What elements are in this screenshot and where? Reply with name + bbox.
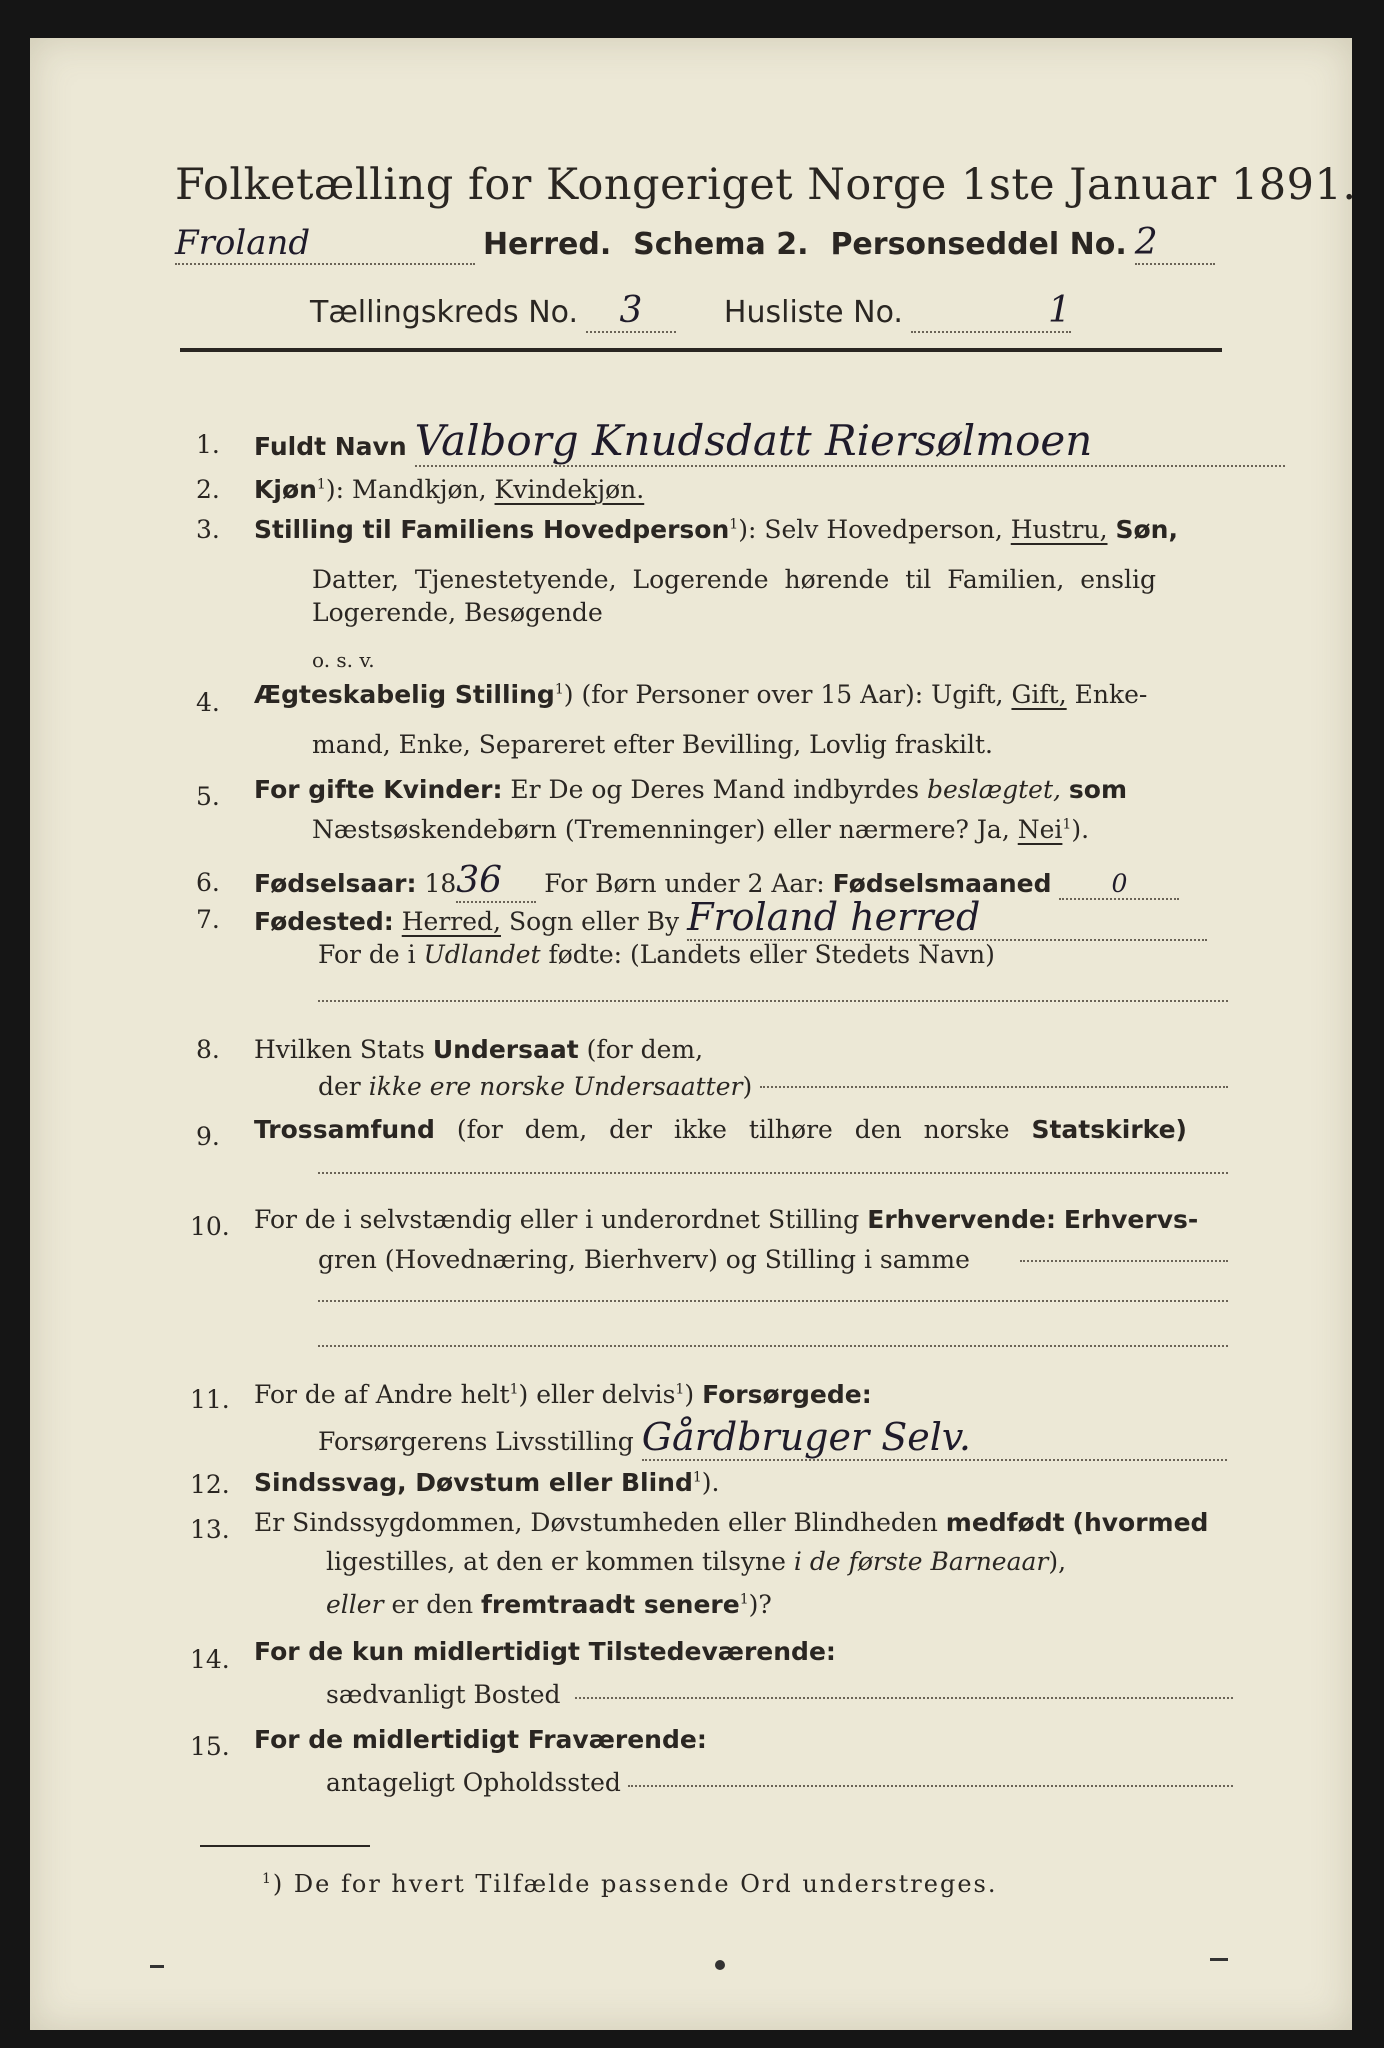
q6-value: 36 bbox=[456, 860, 536, 903]
q3-line4: o. s. v. bbox=[312, 648, 375, 672]
q9-text: (for dem, der ikke tilhøre den norske bbox=[456, 1115, 1010, 1144]
q13-line2-italic: i de første Barneaar bbox=[793, 1547, 1049, 1576]
q15-label: For de midlertidigt Fraværende: bbox=[254, 1725, 707, 1754]
q6-value2: 0 bbox=[1059, 869, 1179, 900]
q7-text: Sogn eller By bbox=[508, 907, 680, 936]
q14-label: For de kun midlertidigt Tilstedeværende: bbox=[254, 1637, 836, 1666]
q13-line2-row bbox=[326, 1547, 1066, 1576]
q7-row bbox=[254, 895, 1207, 941]
q7-label: Fødested: bbox=[254, 907, 394, 936]
q5-italic: beslægtet, bbox=[927, 775, 1061, 804]
q13-row bbox=[254, 1508, 1208, 1537]
paper-mark-right bbox=[1210, 1958, 1228, 1961]
q7-line2-italic: Udlandet bbox=[423, 940, 541, 969]
q5-line2-row bbox=[312, 815, 1089, 844]
q11-line2: Forsørgerens Livsstilling bbox=[318, 1427, 634, 1456]
q7-selected: Herred, bbox=[401, 907, 501, 936]
q2-row bbox=[254, 475, 644, 504]
q8-text: Hvilken Stats bbox=[254, 1035, 425, 1064]
q13-number: 13. bbox=[190, 1515, 230, 1544]
q13-line3-italic: eller bbox=[326, 1590, 384, 1619]
q3-selected: Hustru, bbox=[1010, 515, 1108, 544]
q6-label: Fødselsaar: bbox=[254, 869, 417, 898]
q13-line2-a: ligestilles, at den er kommen tilsyne bbox=[326, 1547, 786, 1576]
q5-text-b: som bbox=[1068, 775, 1128, 804]
q11-text: For de af Andre helt bbox=[254, 1380, 510, 1409]
q9-number: 9. bbox=[196, 1122, 220, 1151]
q11-text-b: ) eller delvis bbox=[518, 1380, 676, 1409]
q14-blank-line bbox=[575, 1697, 1233, 1699]
q13-line3-end: )? bbox=[748, 1590, 772, 1619]
herred-label: Herred. bbox=[482, 227, 612, 262]
q5-text: Er De og Deres Mand indbyrdes bbox=[510, 775, 920, 804]
q9-label: Trossamfund bbox=[254, 1115, 435, 1144]
q13-line3-sup: 1 bbox=[739, 1591, 749, 1608]
personseddel-value: 2 bbox=[1135, 222, 1215, 265]
q11-sup1: 1 bbox=[509, 1381, 519, 1398]
q15-blank-line bbox=[628, 1785, 1233, 1787]
q10-line2: gren (Hovednæring, Bierhverv) og Stilling i samme bbox=[318, 1245, 970, 1274]
q13-text-b: (hvormed bbox=[1072, 1508, 1209, 1537]
q2-number: 2. bbox=[196, 475, 220, 504]
q13-line2-b: ), bbox=[1048, 1547, 1067, 1576]
q12-end: ). bbox=[701, 1468, 720, 1497]
q4-text-b: Enke- bbox=[1074, 680, 1148, 709]
q8-number: 8. bbox=[196, 1035, 220, 1064]
q5-line2: Næstsøskendebørn (Tremenninger) eller nærmere? Ja, bbox=[312, 815, 1010, 844]
q4-line2: mand, Enke, Separeret efter Bevilling, Lovlig fraskilt. bbox=[312, 730, 993, 759]
q3-number: 3. bbox=[196, 515, 220, 544]
q8-line2-italic: ikke ere norske Undersaatter bbox=[368, 1072, 743, 1101]
q8-line2-a: der bbox=[318, 1072, 361, 1101]
q14-number: 14. bbox=[190, 1645, 230, 1674]
q10-label2: Erhvervs- bbox=[1063, 1205, 1199, 1234]
q4-number: 4. bbox=[196, 688, 220, 717]
q3-sup: 1 bbox=[729, 516, 739, 533]
q13-line3-a: er den bbox=[391, 1590, 474, 1619]
q10-text: For de i selvstændig eller i underordnet Stilling bbox=[254, 1205, 860, 1234]
q1-row bbox=[254, 416, 1285, 467]
paper-mark-left bbox=[150, 1965, 164, 1968]
q9-blank-line bbox=[318, 1172, 1228, 1174]
q5-end: ). bbox=[1071, 815, 1090, 844]
q15-line2: antageligt Opholdssted bbox=[326, 1768, 621, 1797]
q10-blank-line-1 bbox=[1020, 1260, 1228, 1262]
q5-selected: Nei bbox=[1017, 815, 1063, 844]
q4-selected: Gift, bbox=[1011, 680, 1067, 709]
q7-number: 7. bbox=[196, 905, 220, 934]
paper-mark-center bbox=[715, 1960, 725, 1970]
q2-sup: 1 bbox=[316, 476, 326, 493]
q11-number: 11. bbox=[190, 1385, 230, 1414]
q10-blank-line-2 bbox=[318, 1300, 1228, 1302]
taellingskreds-line bbox=[310, 290, 1071, 333]
q5-sup: 1 bbox=[1062, 816, 1072, 833]
q2-text: ): Mandkjøn, bbox=[325, 475, 487, 504]
herred-value: Froland bbox=[175, 223, 475, 265]
q13-line3-b: fremtraadt senere bbox=[481, 1590, 740, 1619]
q7-line2-a: For de i bbox=[318, 940, 416, 969]
q3-row bbox=[254, 515, 1178, 544]
q11-value: Gårdbruger Selv. bbox=[642, 1415, 1227, 1461]
q3-text: ): Selv Hovedperson, bbox=[738, 515, 1003, 544]
personseddel-label: Personseddel No. bbox=[830, 227, 1127, 262]
q1-label: Fuldt Navn bbox=[254, 432, 407, 461]
footnote-sup: 1 bbox=[262, 1871, 273, 1887]
q7-blank-line bbox=[318, 1000, 1228, 1002]
q11-text-c: ) bbox=[684, 1380, 695, 1409]
q5-label: For gifte Kvinder: bbox=[254, 775, 503, 804]
q13-label: medfødt bbox=[945, 1508, 1065, 1537]
q6-prefix: 18 bbox=[424, 869, 457, 898]
schema-label: Schema 2. bbox=[633, 227, 809, 262]
q12-row bbox=[254, 1468, 720, 1497]
q12-number: 12. bbox=[190, 1470, 230, 1499]
taellingskreds-value: 3 bbox=[586, 290, 676, 333]
q12-label: Sindssvag, Døvstum eller Blind bbox=[254, 1468, 693, 1497]
q3-line3: Logerende, Besøgende bbox=[312, 598, 603, 627]
q11-label: Forsørgede: bbox=[702, 1380, 872, 1409]
q9-label2: Statskirke) bbox=[1031, 1115, 1187, 1144]
q10-row bbox=[254, 1205, 1198, 1234]
herred-line bbox=[175, 222, 1225, 265]
header-divider bbox=[180, 348, 1222, 352]
q4-label: Ægteskabelig Stilling bbox=[254, 680, 555, 709]
q9-row bbox=[254, 1115, 1187, 1144]
q8-label: Undersaat bbox=[432, 1035, 579, 1064]
q6-text: For Børn under 2 Aar: bbox=[544, 869, 825, 898]
q11-line2-row bbox=[318, 1415, 1227, 1461]
footnote-text: ) De for hvert Tilfælde passende Ord understreges. bbox=[272, 1870, 998, 1898]
q4-sup: 1 bbox=[554, 681, 564, 698]
q7-value: Froland herred bbox=[687, 895, 1207, 941]
husliste-value: 1 bbox=[911, 290, 1071, 333]
q6-number: 6. bbox=[196, 868, 220, 897]
q8-blank-line bbox=[760, 1086, 1228, 1088]
husliste-label: Husliste No. bbox=[723, 295, 903, 330]
q4-text: ) (for Personer over 15 Aar): Ugift, bbox=[563, 680, 1004, 709]
q5-number: 5. bbox=[196, 782, 220, 811]
q13-text: Er Sindssygdommen, Døvstumheden eller Blindheden bbox=[254, 1508, 938, 1537]
q2-label: Kjøn bbox=[254, 475, 317, 504]
q8-row bbox=[254, 1035, 703, 1064]
q7-line2-b: fødte: (Landets eller Stedets Navn) bbox=[548, 940, 995, 969]
footnote bbox=[262, 1870, 997, 1898]
q8-text-b: (for dem, bbox=[586, 1035, 704, 1064]
q8-line2-row bbox=[318, 1072, 752, 1101]
q1-value: Valborg Knudsdatt Riersølmoen bbox=[415, 416, 1285, 467]
footnote-rule bbox=[200, 1845, 370, 1847]
q10-number: 10. bbox=[190, 1212, 230, 1241]
form-title: Folketælling for Kongeriget Norge 1ste Januar 1891. bbox=[175, 160, 1357, 210]
q7-line2-row bbox=[318, 940, 995, 969]
q10-blank-line-3 bbox=[318, 1345, 1228, 1347]
q11-row bbox=[254, 1380, 872, 1409]
taellingskreds-label: Tællingskreds No. bbox=[310, 295, 578, 330]
q6-label2: Fødselsmaaned bbox=[832, 869, 1052, 898]
q1-number: 1. bbox=[196, 430, 220, 459]
q10-label: Erhvervende: bbox=[867, 1205, 1056, 1234]
q4-row bbox=[254, 680, 1147, 709]
q5-row bbox=[254, 775, 1127, 804]
q3-line2: Datter, Tjenestetyende, Logerende hørende til Familien, enslig bbox=[312, 565, 1157, 594]
q11-sup2: 1 bbox=[675, 1381, 685, 1398]
q8-line2-b: ) bbox=[742, 1072, 753, 1101]
q14-line2: sædvanligt Bosted bbox=[326, 1680, 561, 1709]
q13-line3-row bbox=[326, 1590, 772, 1619]
q12-sup: 1 bbox=[692, 1469, 702, 1486]
q3-label: Stilling til Familiens Hovedperson bbox=[254, 515, 730, 544]
q3-text-b: Søn, bbox=[1115, 515, 1178, 544]
q2-selected: Kvindekjøn. bbox=[494, 475, 645, 504]
q15-number: 15. bbox=[190, 1732, 230, 1761]
